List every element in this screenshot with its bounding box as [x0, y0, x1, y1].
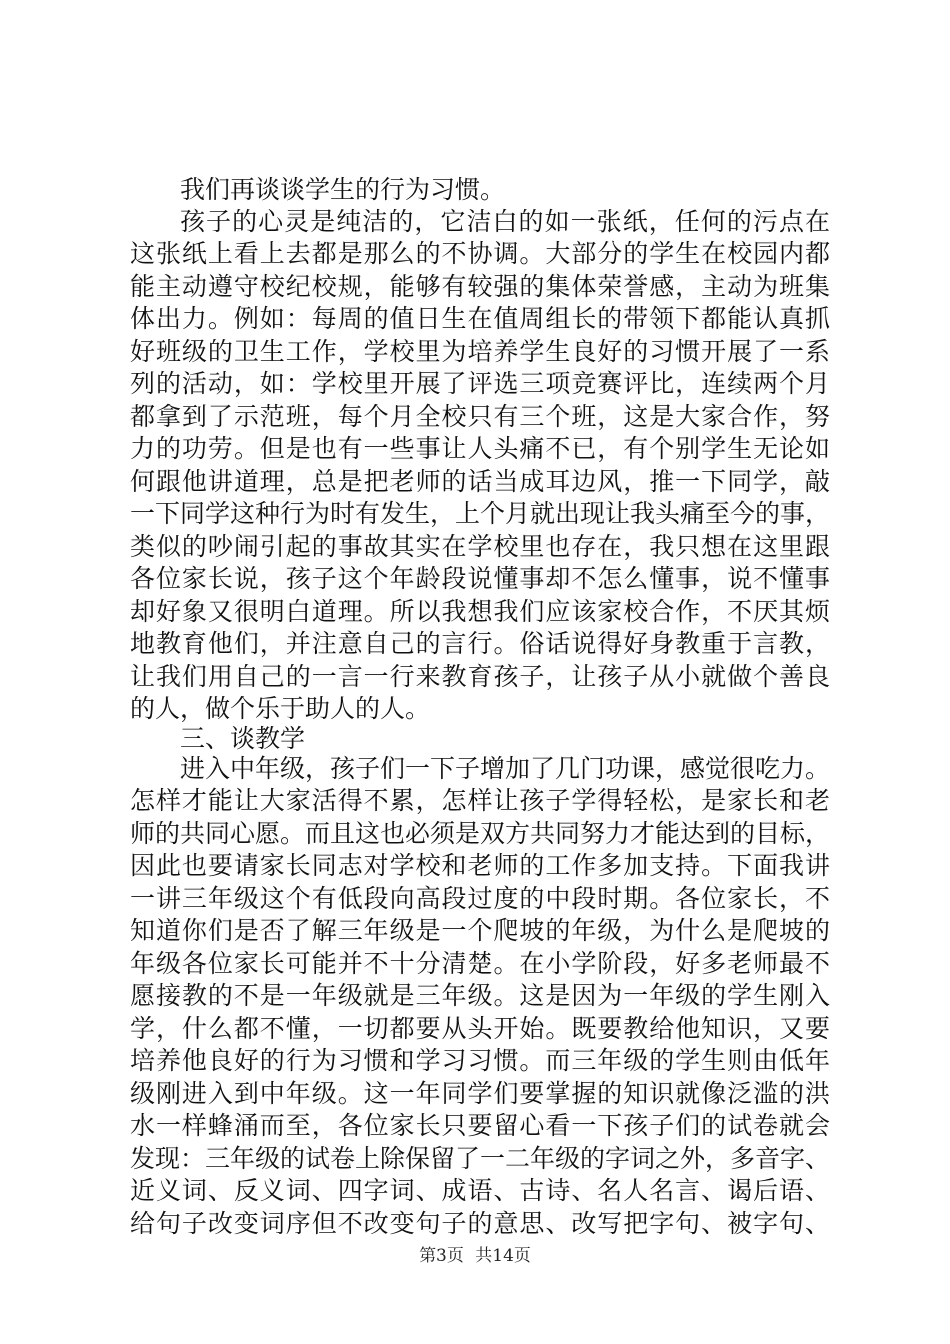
text-line: 发现：三年级的试卷上除保留了一二年级的字词之外，多音字、 — [130, 1144, 831, 1173]
text-line: 让我们用自己的一言一行来教育孩子，让孩子从小就做个善良 — [130, 662, 830, 691]
text-line: 何跟他讲道理，总是把老师的话当成耳边风，推一下同学，敲 — [130, 467, 830, 496]
text-line: 一讲三年级这个有低段向高段过度的中段时期。各位家长，不 — [130, 884, 830, 913]
section-heading: 三、谈教学 — [180, 724, 306, 753]
page-number: 第3页 — [419, 1246, 464, 1266]
text-line: 怎样才能让大家活得不累，怎样让孩子学得轻松，是家长和老 — [130, 786, 830, 815]
text-line: 体出力。例如：每周的值日生在值周组长的带领下都能认真抓 — [130, 304, 830, 333]
text-line: 愿接教的不是一年级就是三年级。这是因为一年级的学生刚入 — [130, 981, 830, 1010]
text-line: 学，什么都不懂，一切都要从头开始。既要教给他知识，又要 — [130, 1014, 830, 1043]
text-line: 进入中年级，孩子们一下子增加了几门功课，感觉很吃力。 — [180, 754, 831, 783]
text-line: 却好象又很明白道理。所以我想我们应该家校合作，不厌其烦 — [130, 597, 830, 626]
text-line: 这张纸上看上去都是那么的不协调。大部分的学生在校园内都 — [130, 239, 830, 268]
text-line: 因此也要请家长同志对学校和老师的工作多加支持。下面我讲 — [130, 851, 830, 880]
page-footer — [0, 1245, 950, 1267]
text-line: 类似的吵闹引起的事故其实在学校里也存在，我只想在这里跟 — [130, 532, 830, 561]
text-line: 各位家长说，孩子这个年龄段说懂事却不怎么懂事，说不懂事 — [130, 564, 830, 593]
text-line: 知道你们是否了解三年级是一个爬坡的年级，为什么是爬坡的 — [130, 916, 830, 945]
text-line: 力的功劳。但是也有一些事让人头痛不已，有个别学生无论如 — [130, 434, 830, 463]
page-total: 共14页 — [475, 1246, 531, 1266]
text-line: 给句子改变词序但不改变句子的意思、改写把字句、被字句、 — [130, 1209, 830, 1238]
text-line: 都拿到了示范班，每个月全校只有三个班，这是大家合作，努 — [130, 402, 830, 431]
text-line: 级刚进入到中年级。这一年同学们要掌握的知识就像泛滥的洪 — [130, 1079, 830, 1108]
text-line: 列的活动，如：学校里开展了评选三项竞赛评比，连续两个月 — [130, 369, 830, 398]
text-line: 我们再谈谈学生的行为习惯。 — [180, 175, 506, 204]
text-line: 水一样蜂涌而至，各位家长只要留心看一下孩子们的试卷就会 — [130, 1111, 830, 1140]
text-line: 孩子的心灵是纯洁的，它洁白的如一张纸，任何的污点在 — [180, 207, 830, 236]
text-line: 培养他良好的行为习惯和学习习惯。而三年级的学生则由低年 — [130, 1046, 830, 1075]
text-line: 近义词、反义词、四字词、成语、古诗、名人名言、谒后语、 — [130, 1176, 830, 1205]
text-line: 师的共同心愿。而且这也必须是双方共同努力才能达到的目标， — [130, 819, 831, 848]
text-line: 年级各位家长可能并不十分清楚。在小学阶段，好多老师最不 — [130, 949, 830, 978]
text-line: 地教育他们，并注意自己的言行。俗话说得好身教重于言教， — [130, 629, 830, 658]
text-line: 的人，做个乐于助人的人。 — [130, 694, 431, 723]
text-line: 好班级的卫生工作，学校里为培养学生良好的习惯开展了一系 — [130, 337, 830, 366]
text-line: 一下同学这种行为时有发生，上个月就出现让我头痛至今的事， — [130, 499, 831, 528]
text-line: 能主动遵守校纪校规，能够有较强的集体荣誉感，主动为班集 — [130, 272, 830, 301]
